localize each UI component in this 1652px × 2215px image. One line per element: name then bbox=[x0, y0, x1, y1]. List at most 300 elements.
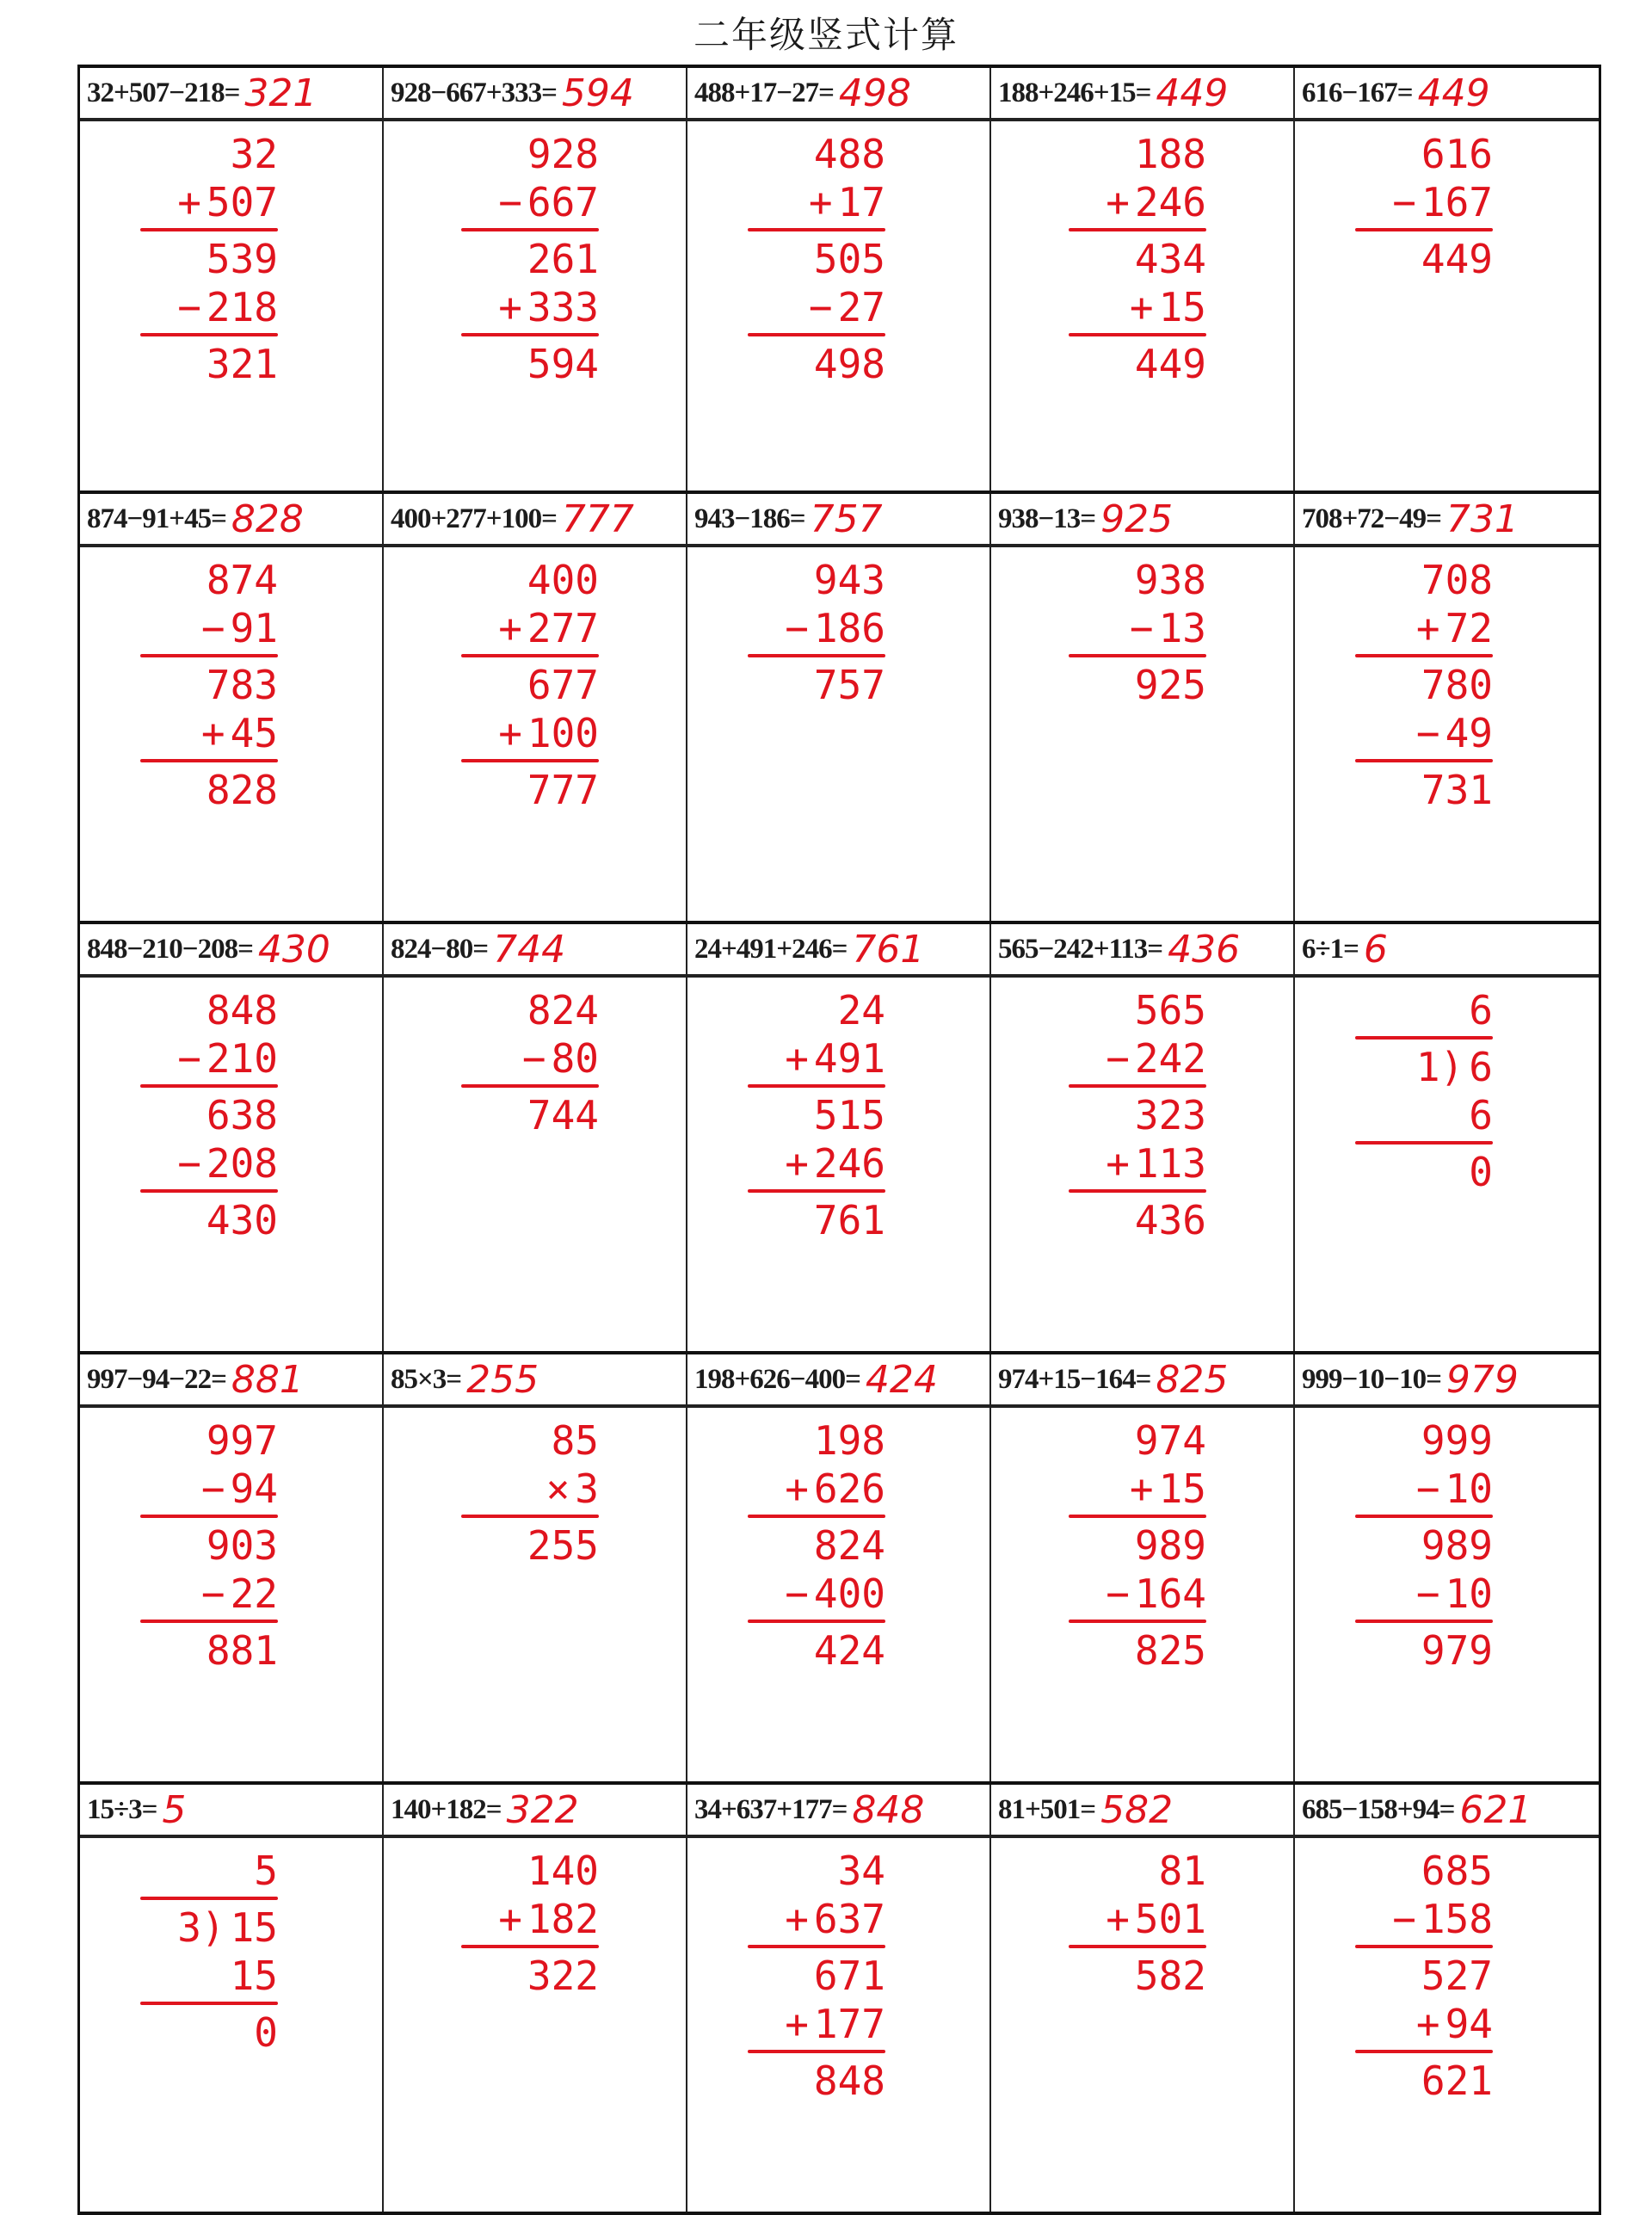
vertical-calculation bbox=[722, 986, 885, 1244]
working-number: 6 bbox=[1469, 1092, 1493, 1138]
operator-symbol: + bbox=[1129, 1465, 1154, 1512]
working-number: 637 bbox=[813, 1896, 885, 1942]
handwritten-answer: 881 bbox=[231, 1357, 304, 1402]
sum-line bbox=[1069, 333, 1206, 336]
working-number: 757 bbox=[813, 662, 885, 708]
operator-symbol: × bbox=[546, 1465, 570, 1512]
problem-cell bbox=[991, 1354, 1295, 1781]
vertical-working-area bbox=[687, 1838, 989, 2212]
problem-header bbox=[80, 494, 382, 547]
vertical-working-area bbox=[991, 547, 1293, 921]
working-line bbox=[114, 604, 278, 652]
working-number: 72 bbox=[1445, 605, 1493, 651]
working-number: 616 bbox=[1421, 131, 1493, 177]
working-number: 974 bbox=[1134, 1417, 1206, 1464]
working-number: 6 bbox=[1469, 1044, 1493, 1090]
working-line bbox=[722, 1570, 885, 1618]
sum-line bbox=[461, 228, 599, 231]
vertical-working-area bbox=[384, 547, 686, 921]
sum-line bbox=[1069, 1084, 1206, 1088]
vertical-calculation bbox=[1329, 556, 1493, 814]
problem-header bbox=[384, 1354, 686, 1408]
working-line bbox=[722, 1196, 885, 1244]
working-number: 565 bbox=[1134, 987, 1206, 1033]
operator-symbol: + bbox=[177, 179, 201, 225]
operator-symbol: + bbox=[1106, 1896, 1130, 1942]
working-number: 113 bbox=[1134, 1140, 1206, 1187]
working-number: 938 bbox=[1134, 557, 1206, 603]
handwritten-answer: 979 bbox=[1446, 1357, 1519, 1402]
working-line bbox=[1043, 130, 1206, 178]
working-line bbox=[1043, 283, 1206, 331]
working-line bbox=[114, 986, 278, 1034]
problem-header bbox=[384, 68, 686, 121]
working-line bbox=[435, 178, 599, 226]
working-line bbox=[1043, 1034, 1206, 1083]
working-number: 323 bbox=[1134, 1092, 1206, 1138]
working-number: 881 bbox=[206, 1627, 278, 1674]
vertical-working-area bbox=[1295, 121, 1599, 491]
working-number: 34 bbox=[837, 1848, 885, 1894]
problem-row bbox=[80, 65, 1599, 491]
working-number: 685 bbox=[1421, 1848, 1493, 1894]
sum-line bbox=[1355, 228, 1493, 231]
vertical-calculation bbox=[1329, 986, 1493, 1196]
working-line bbox=[1043, 1626, 1206, 1675]
problem-header bbox=[80, 924, 382, 978]
operator-symbol: − bbox=[785, 1570, 809, 1617]
vertical-calculation bbox=[114, 556, 278, 814]
problem-expression: 140+182= bbox=[391, 1793, 502, 1825]
working-number: 848 bbox=[206, 987, 278, 1033]
working-line bbox=[1329, 986, 1493, 1034]
problem-expression: 15÷3= bbox=[87, 1793, 157, 1825]
problem-expression: 24+491+246= bbox=[694, 933, 848, 965]
working-line bbox=[1329, 2057, 1493, 2105]
working-line bbox=[722, 1465, 885, 1513]
working-number: 999 bbox=[1421, 1417, 1493, 1464]
problem-header bbox=[80, 1354, 382, 1408]
sum-line bbox=[1355, 1036, 1493, 1040]
sum-line bbox=[140, 228, 278, 231]
operator-symbol: + bbox=[785, 1465, 809, 1512]
operator-symbol: − bbox=[1415, 1570, 1440, 1617]
working-line bbox=[114, 1416, 278, 1465]
working-number: 140 bbox=[527, 1848, 599, 1894]
operator-symbol: − bbox=[1106, 1570, 1130, 1617]
working-number: 49 bbox=[1445, 710, 1493, 756]
working-line bbox=[1043, 1895, 1206, 1943]
vertical-calculation bbox=[114, 1847, 278, 2057]
operator-symbol: − bbox=[1106, 1035, 1130, 1082]
working-number: 81 bbox=[1158, 1848, 1206, 1894]
working-number: 430 bbox=[206, 1197, 278, 1243]
working-line bbox=[114, 340, 278, 388]
problem-header bbox=[1295, 1354, 1599, 1408]
handwritten-answer: 322 bbox=[506, 1787, 579, 1832]
operator-symbol: + bbox=[785, 1140, 809, 1187]
working-number: 825 bbox=[1134, 1627, 1206, 1674]
working-number: 783 bbox=[206, 662, 278, 708]
vertical-working-area bbox=[384, 121, 686, 491]
working-number: 761 bbox=[813, 1197, 885, 1243]
working-line bbox=[435, 556, 599, 604]
vertical-calculation bbox=[1329, 130, 1493, 283]
working-line bbox=[1043, 986, 1206, 1034]
operator-symbol: − bbox=[1415, 710, 1440, 756]
operator-symbol: − bbox=[200, 1570, 225, 1617]
working-number: 424 bbox=[813, 1627, 885, 1674]
working-number: 333 bbox=[527, 284, 599, 330]
operator-symbol: + bbox=[808, 179, 833, 225]
working-number: 621 bbox=[1421, 2058, 1493, 2104]
working-line bbox=[722, 178, 885, 226]
working-number: 321 bbox=[206, 341, 278, 387]
operator-symbol: + bbox=[785, 1035, 809, 1082]
working-line bbox=[1043, 1570, 1206, 1618]
problem-expression: 824−80= bbox=[391, 933, 489, 965]
working-line bbox=[1329, 661, 1493, 709]
sum-line bbox=[461, 1084, 599, 1088]
working-number: 638 bbox=[206, 1092, 278, 1138]
sum-line bbox=[140, 1897, 278, 1900]
vertical-working-area bbox=[80, 121, 382, 491]
working-number: 32 bbox=[230, 131, 278, 177]
vertical-working-area bbox=[687, 121, 989, 491]
sum-line bbox=[1355, 759, 1493, 762]
working-line bbox=[435, 283, 599, 331]
working-line bbox=[114, 1521, 278, 1570]
working-number: 943 bbox=[813, 557, 885, 603]
working-line bbox=[722, 1521, 885, 1570]
problem-header bbox=[80, 68, 382, 121]
vertical-calculation bbox=[1329, 1847, 1493, 2105]
problem-cell bbox=[80, 1785, 384, 2212]
working-line bbox=[722, 1847, 885, 1895]
working-line bbox=[722, 1895, 885, 1943]
working-number: 979 bbox=[1421, 1627, 1493, 1674]
operator-symbol: − bbox=[1415, 1465, 1440, 1512]
working-line bbox=[1329, 1091, 1493, 1139]
handwritten-answer: 761 bbox=[852, 927, 925, 972]
working-number: 10 bbox=[1445, 1570, 1493, 1617]
problem-expression: 974+15−164= bbox=[998, 1363, 1151, 1395]
handwritten-answer: 925 bbox=[1100, 497, 1174, 541]
working-line bbox=[435, 1521, 599, 1570]
working-number: 488 bbox=[813, 131, 885, 177]
operator-symbol: − bbox=[200, 605, 225, 651]
sum-line bbox=[1355, 1945, 1493, 1948]
problem-cell bbox=[80, 924, 384, 1351]
working-number: 828 bbox=[206, 767, 278, 813]
problem-cell bbox=[384, 924, 687, 1351]
working-line bbox=[1043, 604, 1206, 652]
problem-cell bbox=[991, 68, 1295, 491]
working-number: 436 bbox=[1134, 1197, 1206, 1243]
operator-symbol: − bbox=[521, 1035, 546, 1082]
operator-symbol: + bbox=[1106, 1140, 1130, 1187]
vertical-calculation bbox=[114, 130, 278, 388]
operator-symbol: + bbox=[200, 710, 225, 756]
vertical-calculation bbox=[1329, 1416, 1493, 1675]
sum-line bbox=[1355, 2050, 1493, 2053]
working-line bbox=[1043, 1416, 1206, 1465]
handwritten-answer: 621 bbox=[1459, 1787, 1532, 1832]
problem-expression: 85×3= bbox=[391, 1363, 462, 1395]
problem-expression: 488+17−27= bbox=[694, 77, 834, 108]
problem-row bbox=[80, 921, 1599, 1351]
working-number: 208 bbox=[206, 1140, 278, 1187]
working-number: 400 bbox=[813, 1570, 885, 1617]
operator-symbol: 3) bbox=[177, 1904, 225, 1951]
sum-line bbox=[748, 1945, 885, 1948]
working-line bbox=[1329, 1148, 1493, 1196]
working-line bbox=[1329, 1847, 1493, 1895]
working-line bbox=[1329, 604, 1493, 652]
working-line bbox=[722, 661, 885, 709]
sum-line bbox=[1355, 1515, 1493, 1518]
working-number: 539 bbox=[206, 236, 278, 282]
problem-cell bbox=[687, 924, 991, 1351]
working-line bbox=[722, 604, 885, 652]
problem-header bbox=[384, 924, 686, 978]
working-number: 15 bbox=[230, 1953, 278, 1999]
working-number: 708 bbox=[1421, 557, 1493, 603]
working-number: 186 bbox=[813, 605, 885, 651]
working-number: 989 bbox=[1421, 1522, 1493, 1569]
operator-symbol: − bbox=[1392, 1896, 1416, 1942]
working-number: 0 bbox=[254, 2009, 278, 2056]
working-line bbox=[435, 1091, 599, 1139]
working-number: 22 bbox=[230, 1570, 278, 1617]
handwritten-answer: 255 bbox=[466, 1357, 539, 1402]
working-line bbox=[722, 1034, 885, 1083]
problem-row bbox=[80, 491, 1599, 921]
working-line bbox=[435, 661, 599, 709]
working-line bbox=[1329, 1465, 1493, 1513]
vertical-working-area bbox=[991, 121, 1293, 491]
working-number: 824 bbox=[813, 1522, 885, 1569]
working-number: 848 bbox=[813, 2058, 885, 2104]
working-line bbox=[114, 709, 278, 757]
working-line bbox=[1329, 766, 1493, 814]
working-line bbox=[722, 340, 885, 388]
operator-symbol: − bbox=[177, 284, 201, 330]
working-number: 5 bbox=[254, 1848, 278, 1894]
problem-header bbox=[687, 68, 989, 121]
handwritten-answer: 6 bbox=[1363, 927, 1388, 972]
problem-header bbox=[1295, 1785, 1599, 1838]
problem-grid bbox=[77, 65, 1601, 2215]
working-line bbox=[722, 130, 885, 178]
working-number: 527 bbox=[1421, 1953, 1493, 1999]
problem-cell bbox=[384, 1785, 687, 2212]
vertical-calculation bbox=[1043, 1416, 1206, 1675]
working-number: 0 bbox=[1469, 1149, 1493, 1195]
handwritten-answer: 449 bbox=[1417, 71, 1490, 115]
working-number: 15 bbox=[230, 1904, 278, 1951]
problem-header bbox=[1295, 494, 1599, 547]
vertical-working-area bbox=[991, 1408, 1293, 1781]
problem-header bbox=[384, 1785, 686, 1838]
sum-line bbox=[140, 1189, 278, 1193]
working-line bbox=[114, 1847, 278, 1895]
sum-line bbox=[1069, 228, 1206, 231]
working-number: 182 bbox=[527, 1896, 599, 1942]
working-line bbox=[435, 130, 599, 178]
problem-cell bbox=[1295, 494, 1599, 921]
problem-cell bbox=[384, 68, 687, 491]
vertical-working-area bbox=[687, 547, 989, 921]
vertical-calculation bbox=[435, 130, 599, 388]
working-number: 667 bbox=[527, 179, 599, 225]
handwritten-answer: 424 bbox=[865, 1357, 938, 1402]
handwritten-answer: 777 bbox=[561, 497, 634, 541]
problem-header bbox=[991, 1785, 1293, 1838]
operator-symbol: − bbox=[785, 605, 809, 651]
working-line bbox=[435, 340, 599, 388]
working-number: 24 bbox=[837, 987, 885, 1033]
working-number: 505 bbox=[813, 236, 885, 282]
working-number: 671 bbox=[813, 1953, 885, 1999]
handwritten-answer: 582 bbox=[1100, 1787, 1174, 1832]
working-number: 242 bbox=[1134, 1035, 1206, 1082]
working-line bbox=[435, 766, 599, 814]
working-number: 94 bbox=[1445, 2001, 1493, 2047]
sum-line bbox=[1069, 1515, 1206, 1518]
problem-header bbox=[991, 494, 1293, 547]
working-line bbox=[114, 1034, 278, 1083]
working-line bbox=[435, 1416, 599, 1465]
vertical-working-area bbox=[991, 978, 1293, 1351]
working-number: 731 bbox=[1421, 767, 1493, 813]
operator-symbol: − bbox=[498, 179, 522, 225]
working-line bbox=[722, 1091, 885, 1139]
working-number: 167 bbox=[1421, 179, 1493, 225]
working-line bbox=[1043, 178, 1206, 226]
problem-cell bbox=[991, 1785, 1295, 2212]
working-line bbox=[435, 1895, 599, 1943]
working-line bbox=[1043, 1952, 1206, 2000]
working-number: 246 bbox=[813, 1140, 885, 1187]
working-line bbox=[722, 986, 885, 1034]
operator-symbol: + bbox=[1415, 605, 1440, 651]
working-line bbox=[722, 283, 885, 331]
problem-header bbox=[991, 1354, 1293, 1408]
operator-symbol: − bbox=[1392, 179, 1416, 225]
working-line bbox=[722, 2000, 885, 2048]
problem-expression: 999−10−10= bbox=[1302, 1363, 1441, 1395]
working-line bbox=[1329, 709, 1493, 757]
sum-line bbox=[1069, 654, 1206, 657]
problem-row bbox=[80, 1351, 1599, 1781]
handwritten-answer: 848 bbox=[852, 1787, 925, 1832]
working-number: 27 bbox=[837, 284, 885, 330]
problem-header bbox=[687, 924, 989, 978]
working-number: 198 bbox=[813, 1417, 885, 1464]
handwritten-answer: 5 bbox=[162, 1787, 187, 1832]
operator-symbol: + bbox=[1415, 2001, 1440, 2047]
working-line bbox=[435, 1952, 599, 2000]
sum-line bbox=[1069, 1620, 1206, 1623]
working-number: 997 bbox=[206, 1417, 278, 1464]
vertical-calculation bbox=[435, 556, 599, 814]
working-line bbox=[114, 766, 278, 814]
problem-header bbox=[384, 494, 686, 547]
problem-cell bbox=[1295, 1785, 1599, 2212]
working-number: 45 bbox=[230, 710, 278, 756]
problem-cell bbox=[991, 494, 1295, 921]
working-line bbox=[1043, 1465, 1206, 1513]
sum-line bbox=[748, 333, 885, 336]
working-line bbox=[1043, 1521, 1206, 1570]
operator-symbol: + bbox=[1106, 179, 1130, 225]
operator-symbol: + bbox=[785, 1896, 809, 1942]
operator-symbol: + bbox=[498, 710, 522, 756]
working-line bbox=[435, 1847, 599, 1895]
working-line bbox=[1329, 1895, 1493, 1943]
operator-symbol: + bbox=[1129, 284, 1154, 330]
working-line bbox=[1329, 130, 1493, 178]
problem-cell bbox=[1295, 68, 1599, 491]
sum-line bbox=[748, 2050, 885, 2053]
working-number: 594 bbox=[527, 341, 599, 387]
sum-line bbox=[1355, 1620, 1493, 1623]
working-number: 6 bbox=[1469, 987, 1493, 1033]
working-line bbox=[435, 709, 599, 757]
vertical-working-area bbox=[1295, 547, 1599, 921]
vertical-calculation bbox=[722, 1847, 885, 2105]
vertical-working-area bbox=[1295, 1838, 1599, 2212]
sum-line bbox=[140, 1515, 278, 1518]
sum-line bbox=[1355, 654, 1493, 657]
working-number: 210 bbox=[206, 1035, 278, 1082]
working-line bbox=[114, 1626, 278, 1675]
problem-expression: 616−167= bbox=[1302, 77, 1413, 108]
worksheet-title: 二年级竖式计算 bbox=[693, 14, 959, 56]
working-number: 246 bbox=[1134, 179, 1206, 225]
vertical-calculation bbox=[435, 986, 599, 1139]
problem-expression: 938−13= bbox=[998, 503, 1096, 534]
working-number: 925 bbox=[1134, 662, 1206, 708]
working-line bbox=[435, 1465, 599, 1513]
operator-symbol: − bbox=[177, 1035, 201, 1082]
problem-cell bbox=[687, 1354, 991, 1781]
working-number: 277 bbox=[527, 605, 599, 651]
vertical-calculation bbox=[1043, 1847, 1206, 2000]
problem-header bbox=[687, 1785, 989, 1838]
problem-expression: 400+277+100= bbox=[391, 503, 557, 534]
problem-expression: 943−186= bbox=[694, 503, 805, 534]
handwritten-answer: 594 bbox=[561, 71, 634, 115]
handwritten-answer: 731 bbox=[1446, 497, 1519, 541]
working-line bbox=[114, 1465, 278, 1513]
working-line bbox=[722, 235, 885, 283]
sum-line bbox=[140, 654, 278, 657]
operator-symbol: − bbox=[177, 1140, 201, 1187]
problem-cell bbox=[80, 1354, 384, 1781]
sum-line bbox=[140, 1620, 278, 1623]
working-line bbox=[1043, 556, 1206, 604]
working-number: 903 bbox=[206, 1522, 278, 1569]
working-number: 15 bbox=[1158, 284, 1206, 330]
sum-line bbox=[461, 333, 599, 336]
working-line bbox=[722, 1416, 885, 1465]
working-line bbox=[722, 2057, 885, 2105]
sum-line bbox=[748, 1084, 885, 1088]
working-number: 15 bbox=[1158, 1465, 1206, 1512]
working-line bbox=[114, 235, 278, 283]
